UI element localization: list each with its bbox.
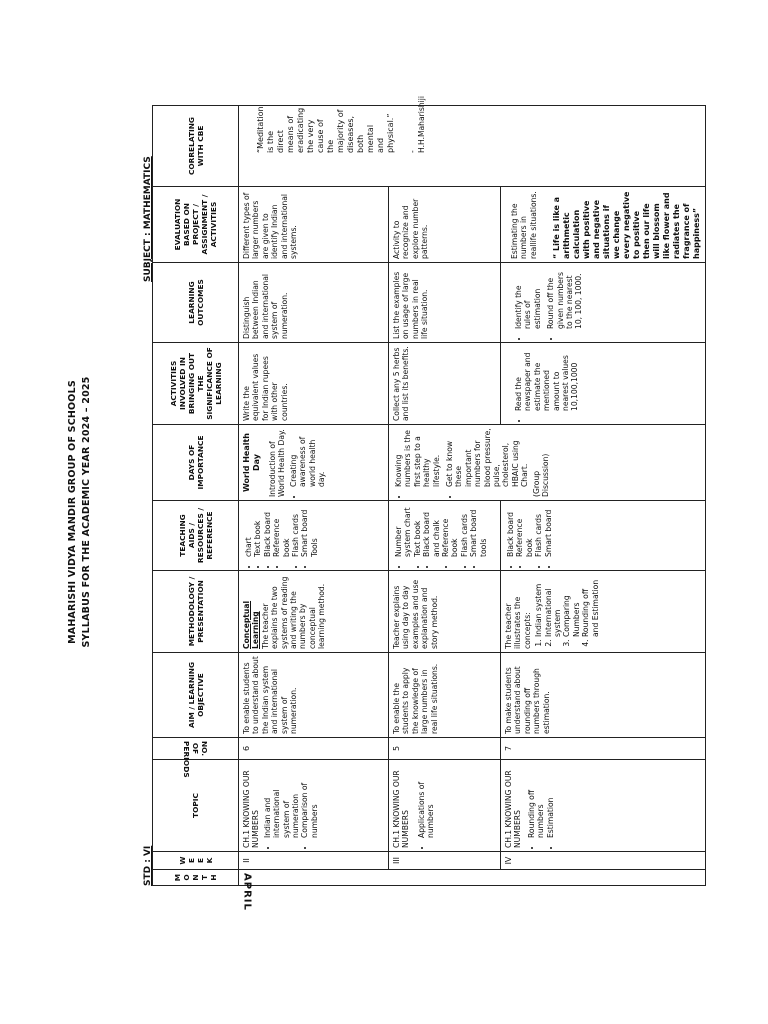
col-month: M O N T H [153,870,239,886]
week-cell: II [239,852,389,870]
col-week: W E E K [153,852,239,870]
topic-cell: CH.1 KNOWING OUR NUMBERS • Rounding off numbers • Estimation [501,760,706,852]
methodology-cell: The teacher illustrates the concepts: 1. Indian system 2. International system 3. Comparing Numbers 4. Rounding off and Estimation [501,571,706,653]
col-aim: AIM / LEARNING OBJECTIVE [153,653,239,738]
outcomes-cell: List the examples on usage of large numbers in real life situation. [389,263,501,343]
outcomes-cell: • Identify the rules of estimation • Round off the given numbers to the nearest 10, 100, 1000. [501,263,706,343]
days-cell: • Knowing numbers is the first step to a healthy lifestyle. • Get to know these important numbers for blood pressure, pulse, cholesterol, HBAIC using Chart. (Group Discussion) [389,425,706,501]
aim-cell: To make students understand about rounding off numbers through estimation. [501,653,706,738]
syllabus-table [152,96,706,911]
evaluation-cell: Estimating the numbers in reallife situations. “ Life is like a arithmetic calculation with positive and negative situations if we change every negative to positive then our life will blossom like flower and radiates the fragrance of happiness” [501,187,706,263]
week-cell: III [389,852,501,870]
col-activities: ACTIVITIES INVOLVED IN BRINGING OUT THE SIGNIFICANCE OF LEARNING [153,343,239,425]
methodology-cell: Teacher explains using day to day examples and use explanation and story method. [389,571,501,653]
col-topic: TOPIC [153,760,239,852]
table-row [389,106,501,886]
school-name: MAHARISHI VIDYA MANDIR GROUP OF SCHOOLS [67,380,78,644]
activities-cell: Collect any 5 herbs and list its benefits. [389,343,501,425]
col-learning-outcomes: LEARNING OUTCOMES [153,263,239,343]
header-row [153,106,239,886]
teaching-aids-cell: • chart • Text book • Black board • Reference book • Flash cards • Smart board Tools [239,501,389,571]
week-cell: IV [501,852,706,870]
subject-label: SUBJECT : MATHEMATICS [143,156,153,282]
teaching-aids-cell: • Black board • Reference book • Flash cards • Smart board [501,501,706,571]
document-heading [66,0,94,1024]
std-label: STD : VI [143,845,153,886]
col-periods: NO. OF PERIODS [153,738,239,760]
col-days-of-importance: DAYS OF IMPORTANCE [153,425,239,501]
methodology-cell: Conceptual Learning The teacher explains the two systems of reading and writing the numbers by conceptual learning method. [239,571,389,653]
cbe-author: -H.H.Maharishiji [408,96,427,153]
aim-cell: To enable students to understand about the Indian system and international system of numeration. [239,653,389,738]
evaluation-cell: Different types of larger numbers are given to identify Indian and international systems. [239,187,389,263]
aim-cell: To enable the students to apply the knowledge of large numbers in real life situations. [389,653,501,738]
activities-cell: Write the equivalent values for Indian rupees with other countries. [239,343,389,425]
month-cell [239,870,706,911]
col-teaching-aids: TEACHING AIDS / RESOURCES / REFERENCE [153,501,239,571]
table-row [239,106,389,886]
syllabus-title: SYLLABUS FOR THE ACADEMIC YEAR 2024 – 2025 [81,376,92,648]
topic-cell: CH.1 KNOWING OUR NUMBERS • Indian and international system of numeration • Comparison of numbers [239,760,389,852]
cbe-quote: “Meditation is the direct means of eradicating the very cause of the majority of diseases, both mental and physical.” [256,106,395,153]
cbe-cell [239,96,706,187]
teaching-aids-cell: • Number system chart • Text book • Black board and chalk • Reference book • Flash cards • Smart board tools [389,501,501,571]
col-cbe: CORRELATING WITH CBE [153,106,239,187]
days-cell: World Health Day Introduction of World Health Day. • Creating awareness of world health day. [239,425,389,501]
periods-cell: 6 [239,738,389,760]
evaluation-cell: Activity to recognize and explore number patterns. [389,187,501,263]
periods-cell: 7 [501,738,706,760]
month-label: APRIL [241,873,253,911]
topic-cell: CH.1 KNOWING OUR NUMBERS • Applications of numbers [389,760,501,852]
col-evaluation: EVALUATION BASED ON PROJECT / ASSIGNMENT / ACTIVITIES [153,187,239,263]
evaluation-quote: “ Life is like a arithmetic calculation with positive and negative situations if we change every negative to positive then our life will blossom like flower and radiates the fragrance of happiness” [552,191,702,259]
periods-cell: 5 [389,738,501,760]
outcomes-cell: Distinguish between Indian and international system of numeration. [239,263,389,343]
col-methodology: METHODOLOGY / PRESENTATION [153,571,239,653]
activities-cell: • Read the newspaper and estimate the mentioned amount to nearest values 10,100,1000 [501,343,706,425]
